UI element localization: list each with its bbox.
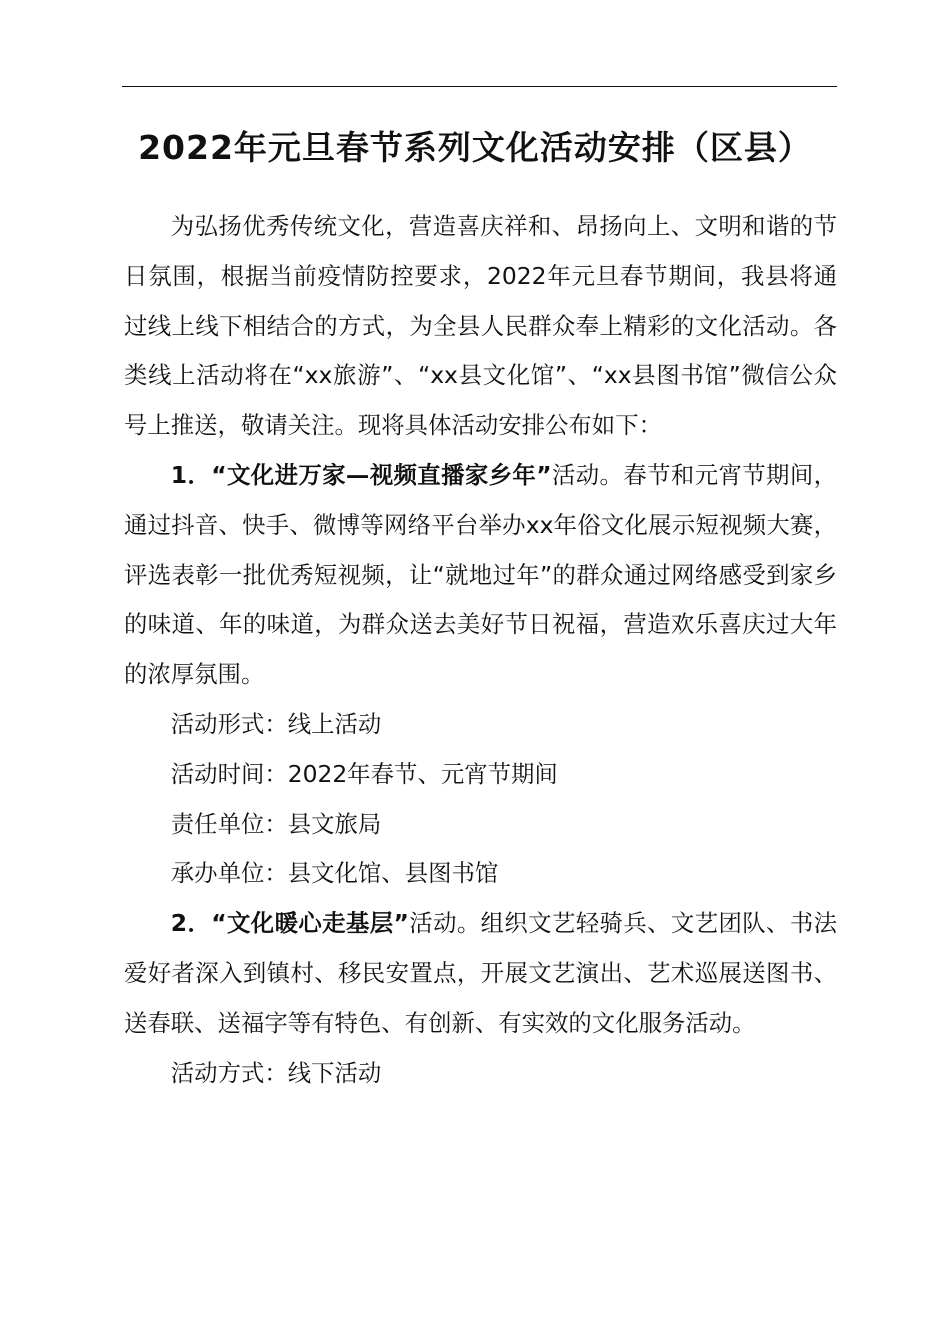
activity-1-name: “文化进万家—视频直播家乡年” [211,460,552,489]
activity-2-number: 2． [170,909,212,938]
activity-1-number: 1． [170,460,212,489]
activity-2-paragraph [124,899,837,1048]
activity-2-method: 活动方式：线下活动 [170,1058,382,1087]
activity-1-form: 活动形式：线上活动 [170,709,382,738]
document-body [124,202,837,1098]
activity-1-organizer: 承办单位：县文化馆、县图书馆 [170,859,499,888]
document-title: 2022年元旦春节系列文化活动安排（区县） [138,128,812,167]
activity-1-time: 活动时间：2022年春节、元宵节期间 [170,759,558,788]
activity-1-description: 活动。春节和元宵节期间，通过抖音、快手、微博等网络平台举办xx年俗文化展示短视频大赛，评选表彰一批优秀短视频，让“就地过年”的群众通过网络感受到家乡的味道、年的味道，为群众送去美好节日祝福，营造欢乐喜庆过大年的浓厚氛围。 [124,460,838,689]
activity-1-paragraph [124,451,837,700]
intro-paragraph: 为弘扬优秀传统文化，营造喜庆祥和、昂扬向上、文明和谐的节日氛围，根据当前疫情防控要求，2022年元旦春节期间，我县将通过线上线下相结合的方式，为全县人民群众奉上精彩的文化活动。各类线上活动将在“xx旅游”、“xx县文化馆”、“xx县图书馆”微信公众号上推送，敬请关注。现将具体活动安排公布如下： [124,212,837,440]
header-rule [122,86,837,87]
activity-2-description: 活动。组织文艺轻骑兵、文艺团队、书法爱好者深入到镇村、移民安置点，开展文艺演出、艺术巡展送图书、送春联、送福字等有特色、有创新、有实效的文化服务活动。 [124,909,838,1037]
activity-1-responsible-unit: 责任单位：县文旅局 [170,809,382,838]
activity-2-name: “文化暖心走基层” [211,909,409,938]
